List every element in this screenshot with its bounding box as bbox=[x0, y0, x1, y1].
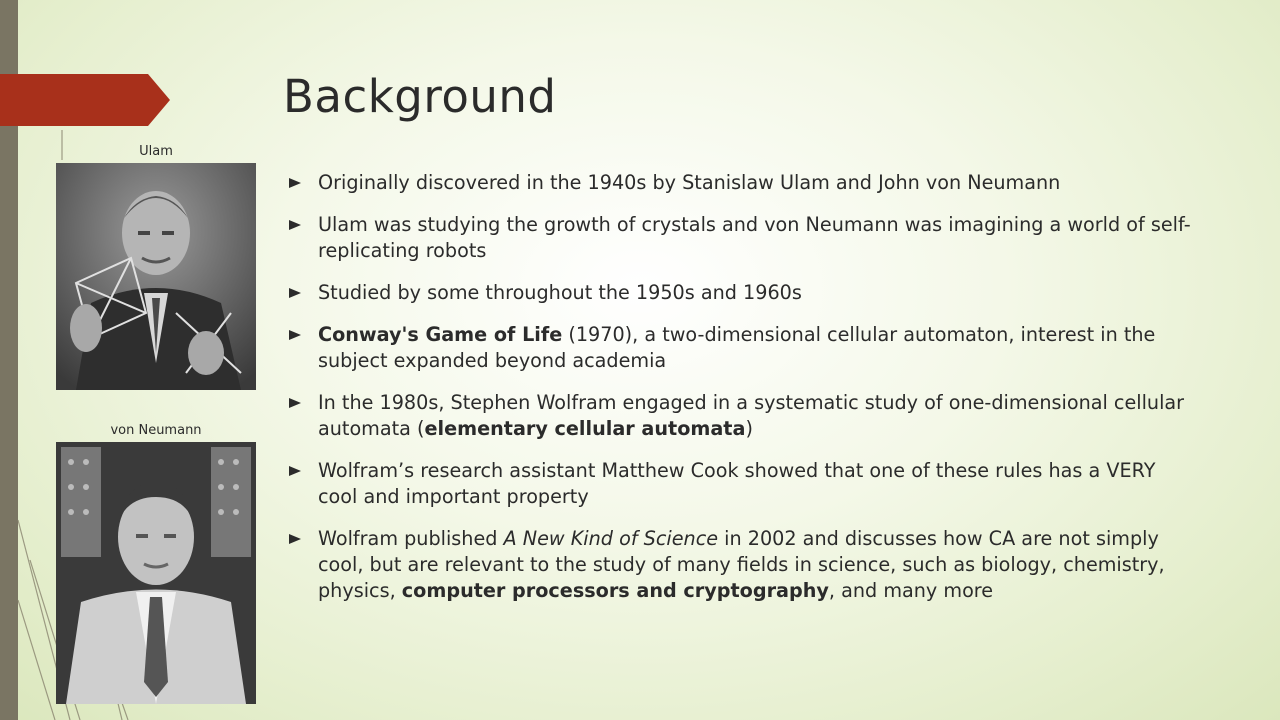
bullet-item bbox=[289, 322, 1194, 374]
arrow-bullet-icon bbox=[289, 178, 301, 188]
bullet-text-segment: computer processors and cryptography bbox=[401, 579, 829, 602]
bullet-text-segment: (1970), a two-dimensional cellular automaton, interest in the subject expanded beyond academia bbox=[318, 323, 1156, 372]
bullet-text-segment: Studied by some throughout the 1950s and 1960s bbox=[318, 281, 802, 304]
bullet-text-segment: In the 1980s, Stephen Wolfram engaged in a systematic study of one-dimensional cellular automata ( bbox=[318, 391, 1185, 440]
arrow-bullet-icon bbox=[289, 466, 301, 476]
arrow-bullet-icon bbox=[289, 398, 301, 408]
arrow-bullet-icon bbox=[289, 330, 301, 340]
photo-caption-von-neumann: von Neumann bbox=[110, 423, 202, 438]
arrow-bullet-icon bbox=[289, 288, 301, 298]
arrow-bullet-icon bbox=[289, 220, 301, 230]
bullet-text-segment: ) bbox=[745, 417, 753, 440]
bullet-item bbox=[289, 526, 1194, 604]
slide-title: Background bbox=[283, 70, 557, 123]
bullet-text-segment: , and many more bbox=[828, 579, 994, 602]
bullet-item bbox=[289, 170, 1194, 196]
bullet-item bbox=[289, 390, 1194, 442]
bullet-list bbox=[289, 170, 1194, 620]
bullet-text-segment: elementary cellular automata bbox=[424, 417, 746, 440]
bullet-text-segment: A New Kind of Science bbox=[503, 527, 719, 550]
portrait-photo-icon bbox=[56, 163, 256, 390]
photo-caption-ulam: Ulam bbox=[139, 144, 173, 159]
arrow-bullet-icon bbox=[289, 534, 301, 544]
bullet-text-segment: Ulam was studying the growth of crystals and von Neumann was imagining a world of self-replicating robots bbox=[318, 213, 1191, 262]
title-accent-bar bbox=[0, 74, 170, 126]
bullet-text-segment: Originally discovered in the 1940s by Stanislaw Ulam and John von Neumann bbox=[318, 171, 1061, 194]
bullet-text-segment: in 2002 and discusses how CA are not simply cool, but are relevant to the study of many fields in science, such as biology, chemistry, physics, bbox=[318, 527, 1165, 602]
bullet-text-segment: Wolfram’s research assistant Matthew Cook showed that one of these rules has a VERY cool and important property bbox=[318, 459, 1156, 508]
bullet-text-segment: Wolfram published bbox=[318, 527, 504, 550]
bullet-text-segment: Conway's Game of Life bbox=[318, 323, 563, 346]
bullet-item bbox=[289, 212, 1194, 264]
bullet-item bbox=[289, 280, 1194, 306]
von-neumann-photo bbox=[56, 442, 256, 704]
bullet-item bbox=[289, 458, 1194, 510]
portrait-photo-icon bbox=[56, 442, 256, 704]
ulam-photo bbox=[56, 163, 256, 390]
